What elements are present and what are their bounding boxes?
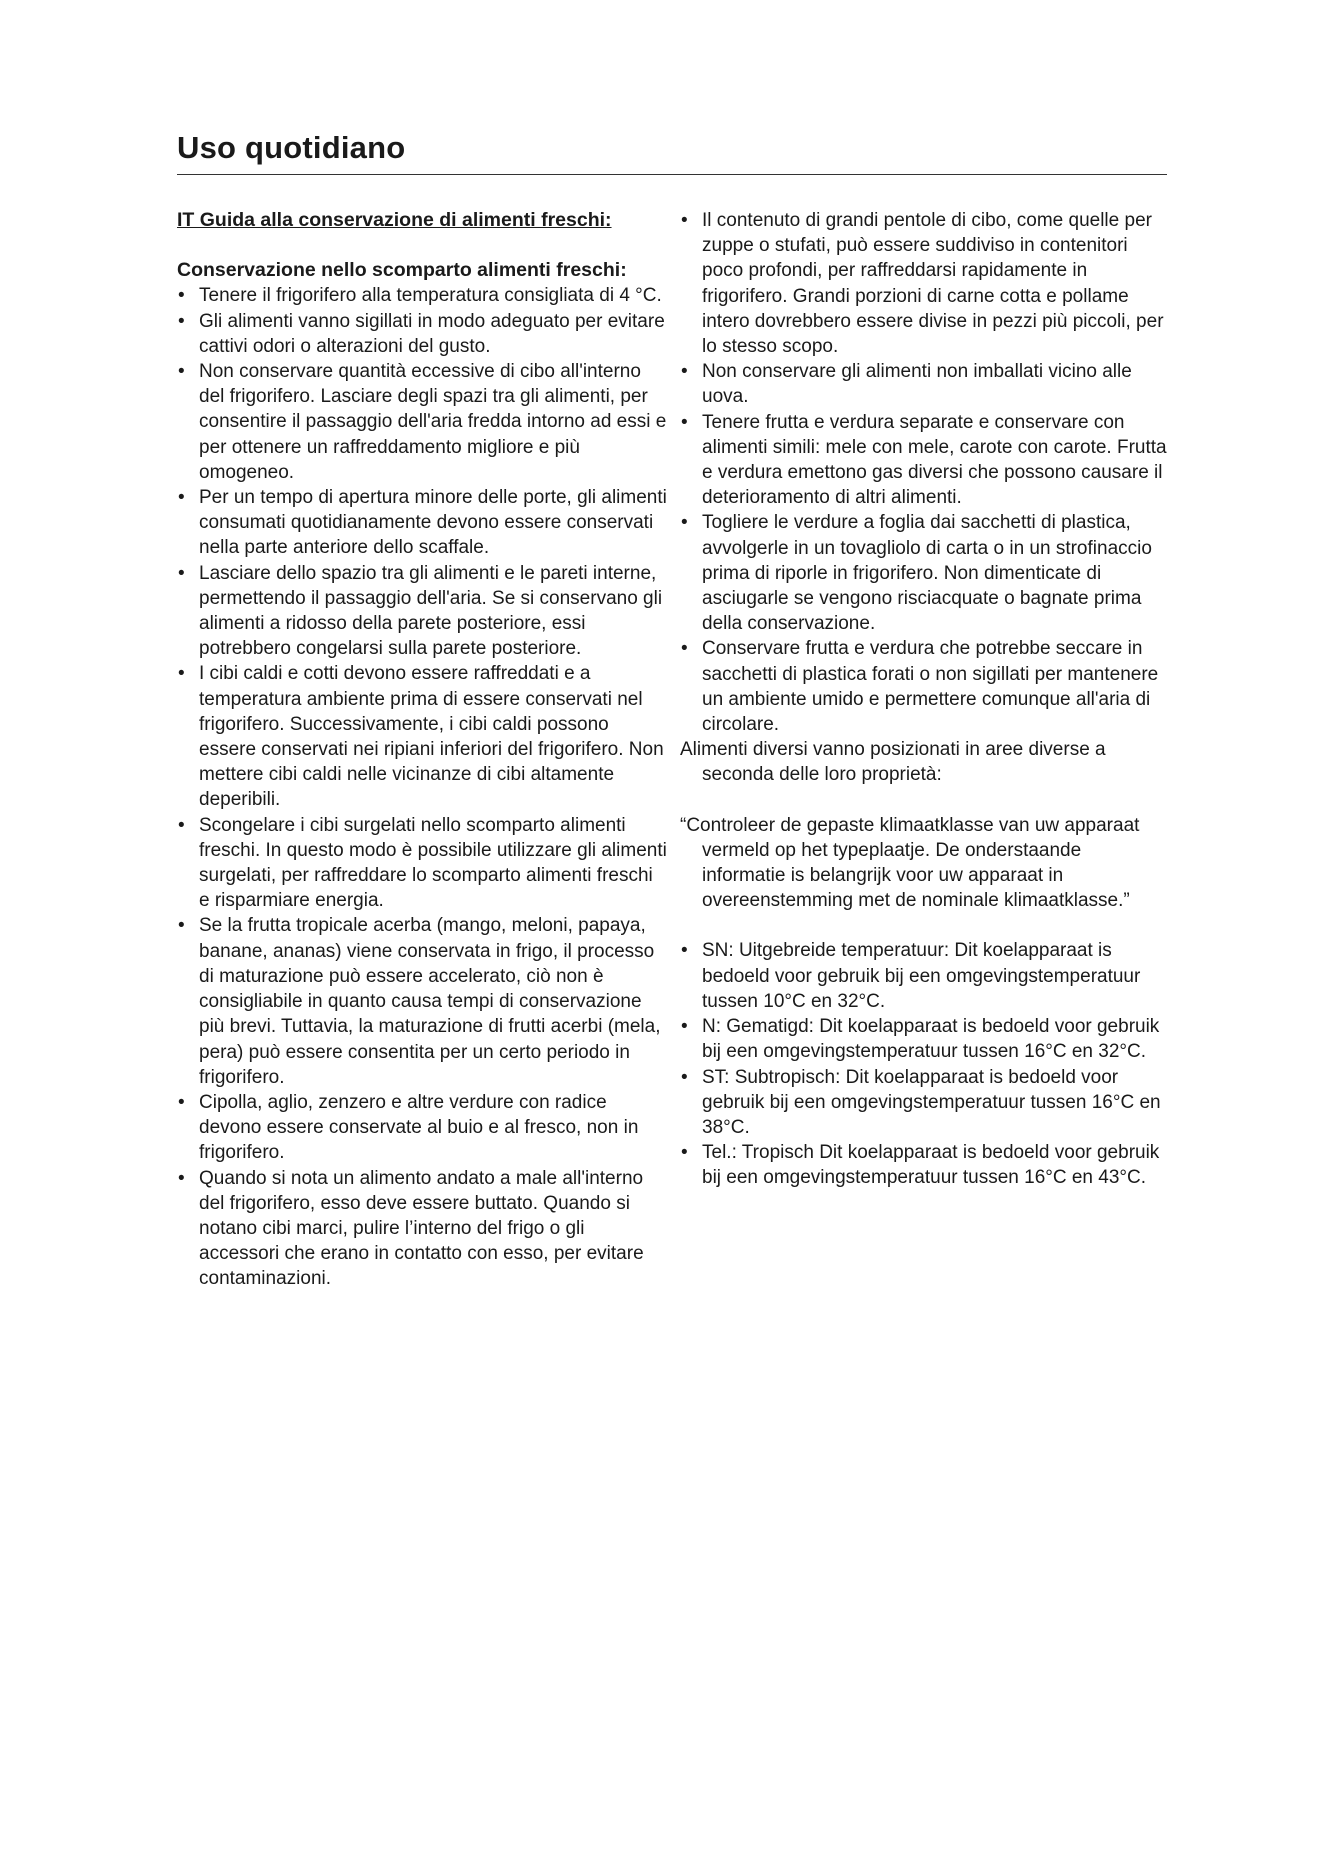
title-divider xyxy=(177,174,1167,175)
list-item: • Quando si nota un alimento andato a male all'interno del frigorifero, esso deve essere buttato. Quando si notano cibi marci, pulire l’interno del frigo o gli accessori che erano in contatto con esso, per evitare contaminazioni. xyxy=(177,1166,667,1292)
list-item: • Togliere le verdure a foglia dai sacchetti di plastica, avvolgerle in un tovagliolo di carta o in un strofinaccio prima di riporle in frigorifero. Non dimenticate di asciugarle se vengono risciacquate o bagnate prima della conservazione. xyxy=(680,510,1168,636)
list-item: • Gli alimenti vanno sigillati in modo adeguato per evitare cattivi odori o alterazioni del gusto. xyxy=(177,309,667,359)
storage-tips-list-continued xyxy=(680,208,1168,737)
section-title: Conservazione nello scomparto alimenti freschi: xyxy=(177,259,627,282)
list-item: • Se la frutta tropicale acerba (mango, meloni, papaya, banane, ananas) viene conservata in frigo, il processo di maturazione può essere accelerato, ciò non è consigliabile in quanto causa tempi di conservazione più brevi. Tuttavia, la maturazione di frutti acerbi (mela, pera) può essere consentita per un certo periodo in frigorifero. xyxy=(177,913,667,1089)
climate-class-quote: “Controleer de gepaste klimaatklasse van uw apparaat vermeld op het typeplaatje. De onderstaande informatie is belangrijk voor uw apparaat in overeenstemming met de nominale klimaatklasse.” xyxy=(680,814,1140,912)
list-item: • Cipolla, aglio, zenzero e altre verdure con radice devono essere conservate al buio e al fresco, non in frigorifero. xyxy=(177,1090,667,1166)
climate-class-list xyxy=(680,938,1168,1190)
list-item: • ST: Subtropisch: Dit koelapparaat is bedoeld voor gebruik bij een omgevingstemperatuur tussen 16°C en 38°C. xyxy=(680,1065,1168,1141)
list-item: • SN: Uitgebreide temperatuur: Dit koelapparaat is bedoeld voor gebruik bij een omgevingstemperatuur tussen 10°C en 32°C. xyxy=(680,938,1168,1014)
list-item: • Tenere frutta e verdura separate e conservare con alimenti simili: mele con mele, carote con carote. Frutta e verdura emettono gas diversi che possono causare il deterioramento di altri alimenti. xyxy=(680,410,1168,511)
guide-title: IT Guida alla conservazione di alimenti freschi: xyxy=(177,209,612,231)
list-item: • Per un tempo di apertura minore delle porte, gli alimenti consumati quotidianamente devono essere conservati nella parte anteriore dello scaffale. xyxy=(177,485,667,561)
list-item: • Tel.: Tropisch Dit koelapparaat is bedoeld voor gebruik bij een omgevingstemperatuur tussen 16°C en 43°C. xyxy=(680,1140,1168,1190)
page-title: Uso quotidiano xyxy=(177,130,406,165)
list-item: • Conservare frutta e verdura che potrebbe seccare in sacchetti di plastica forati o non sigillati per mantenere un ambiente umido e permettere comunque all'aria di circolare. xyxy=(680,636,1168,737)
placement-note: Alimenti diversi vanno posizionati in aree diverse a seconda delle loro proprietà: xyxy=(680,739,1106,786)
list-item: • Non conservare gli alimenti non imballati vicino alle uova. xyxy=(680,359,1168,409)
list-item: • Non conservare quantità eccessive di cibo all'interno del frigorifero. Lasciare degli spazi tra gli alimenti, per consentire il passaggio dell'aria fredda intorno ad essi e per ottenere un raffreddamento migliore e più omogeneo. xyxy=(177,359,667,485)
left-column xyxy=(177,208,667,1292)
right-column xyxy=(680,208,1168,1191)
storage-tips-list xyxy=(177,283,667,1291)
list-item: • Tenere il frigorifero alla temperatura consigliata di 4 °C. xyxy=(177,283,667,308)
spacer xyxy=(680,913,1168,938)
spacer xyxy=(680,788,1168,813)
list-item: • N: Gematigd: Dit koelapparaat is bedoeld voor gebruik bij een omgevingstemperatuur tussen 16°C en 32°C. xyxy=(680,1014,1168,1064)
list-item: • Scongelare i cibi surgelati nello scomparto alimenti freschi. In questo modo è possibile utilizzare gli alimenti surgelati, per raffreddare lo scomparto alimenti freschi e risparmiare energia. xyxy=(177,813,667,914)
list-item: • Il contenuto di grandi pentole di cibo, come quelle per zuppe o stufati, può essere suddiviso in contenitori poco profondi, per raffreddarsi rapidamente in frigorifero. Grandi porzioni di carne cotta e pollame intero dovrebbero essere divise in pezzi più piccoli, per lo stesso scopo. xyxy=(680,208,1168,359)
list-item: • Lasciare dello spazio tra gli alimenti e le pareti interne, permettendo il passaggio dell'aria. Se si conservano gli alimenti a ridosso della parete posteriore, essi potrebbero congelarsi sulla parete posteriore. xyxy=(177,561,667,662)
list-item: • I cibi caldi e cotti devono essere raffreddati e a temperatura ambiente prima di essere conservati nel frigorifero. Successivamente, i cibi caldi possono essere conservati nei ripiani inferiori del frigorifero. Non mettere cibi caldi nelle vicinanze di cibi altamente deperibili. xyxy=(177,661,667,812)
